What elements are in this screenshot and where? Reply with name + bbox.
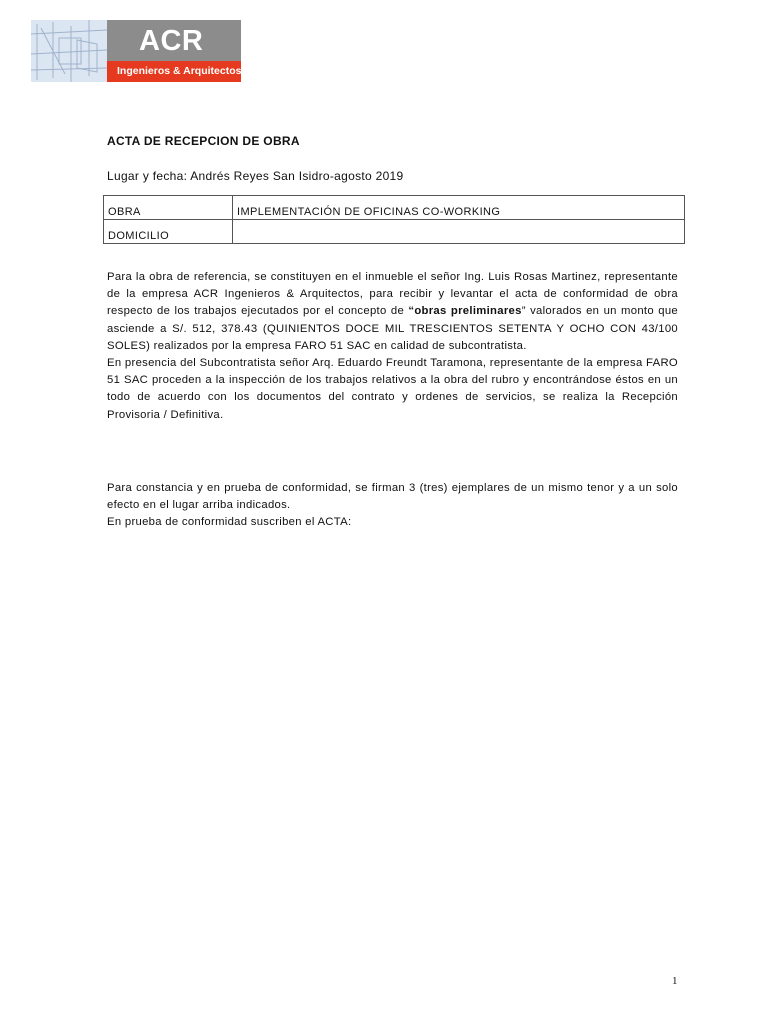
table-cell-value: IMPLEMENTACIÓN DE OFICINAS CO-WORKING: [233, 196, 685, 220]
logo-subtitle-bar: [107, 61, 241, 82]
table-cell-value: [233, 220, 685, 244]
logo-brand-block: [107, 20, 241, 82]
paragraph-inspection: En presencia del Subcontratista señor Arq. Eduardo Freundt Taramona, representante de la empresa FARO 51 SAC proceden a la inspección de los trabajos relativos a la obra del rubro y encontrándose éstos en un todo de acuerdo con los documentos del contrato y ordenes de servicios, se realiza la Recepción Provisoria / Definitiva.: [107, 357, 678, 421]
emphasis-text: “obras preliminares: [408, 305, 522, 318]
table-row: [104, 196, 685, 220]
place-date: Lugar y fecha: Andrés Reyes San Isidro-agosto 2019: [107, 169, 404, 183]
paragraph-constancia: Para constancia y en prueba de conformidad, se firman 3 (tres) ejemplares de un mismo tenor y a un solo efecto en el lugar arriba indicados.: [107, 482, 678, 512]
paragraph-reference: [107, 269, 678, 355]
blueprint-graphic: [31, 20, 107, 82]
page-number: 1: [672, 975, 678, 987]
table-cell-label: DOMICILIO: [104, 220, 233, 244]
company-logo: [31, 20, 241, 82]
body-block-1: [107, 269, 678, 424]
paragraph-signatures: En prueba de conformidad suscriben el ACTA:: [107, 516, 352, 529]
logo-subtitle: Ingenieros & Arquitectos: [117, 65, 242, 77]
document-title: ACTA DE RECEPCION DE OBRA: [107, 134, 300, 148]
table-row: [104, 220, 685, 244]
logo-brand-text: ACR: [139, 25, 204, 57]
body-block-2: [107, 480, 678, 532]
info-table: [103, 195, 685, 244]
table-cell-label: OBRA: [104, 196, 233, 220]
paragraph-text: Para la obra de referencia, se constituyen en el inmueble el señor Ing. Luis Rosas Martinez, representante de la empresa ACR Ingenieros & Arquitectos, para recibir y levantar el acta de conformidad de obra respecto de los trabajos ejecutados por el concepto de: [107, 271, 678, 318]
paragraph-text: ” valorados en un monto que asciende a S/. 512, 378.43 (QUINIENTOS DOCE MIL TRESCIENTOS SETENTA Y OCHO CON 43/100 SOLES) realizados por la empresa FARO 51 SAC en calidad de subcontratista.: [107, 305, 679, 352]
